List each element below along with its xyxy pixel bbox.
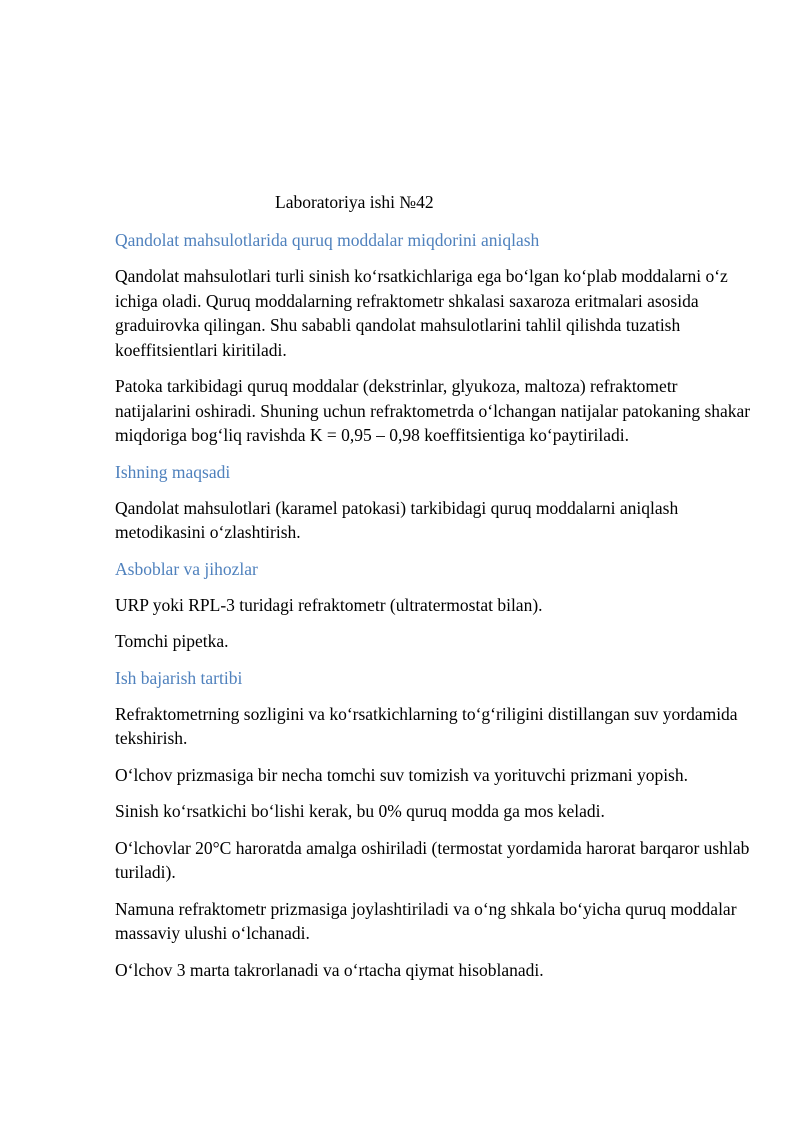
- section-heading-procedure: Ish bajarish tartibi: [115, 667, 243, 688]
- paragraph-step-repeat: Oʻlchov 3 marta takrorlanadi va oʻrtacha qiymat hisoblanadi.: [115, 959, 544, 980]
- paragraph-patoka: Patoka tarkibidagi quruq moddalar (dekstrinlar, glyukoza, maltoza) refraktometr natijalarini oshiradi. Shuning uchun refraktometrda oʻlchangan natijalar patokaning shakar miqdoriga bogʻliq ravishda K = 0,95 – 0,98 koeffitsientiga koʻpaytiriladi.: [115, 376, 751, 445]
- paragraph-step-temperature: Oʻlchovlar 20°C haroratda amalga oshiriladi (termostat yordamida harorat barqaror ushlab turiladi).: [115, 837, 750, 882]
- section-heading-main: Qandolat mahsulotlarida quruq moddalar miqdorini aniqlash: [115, 230, 540, 250]
- document-page: [115, 190, 755, 994]
- document-title: Laboratoriya ishi №42: [275, 192, 434, 212]
- paragraph-step-drops: Oʻlchov prizmasiga bir necha tomchi suv tomizish va yorituvchi prizmani yopish.: [115, 764, 688, 785]
- paragraph-goal: Qandolat mahsulotlari (karamel patokasi) tarkibidagi quruq moddalarni aniqlash metodikasini oʻzlashtirish.: [115, 497, 679, 542]
- section-heading-equipment: Asboblar va jihozlar: [115, 558, 258, 579]
- paragraph-step-sample: Namuna refraktometr prizmasiga joylashtiriladi va oʻng shkala boʻyicha quruq moddalar massaviy ulushi oʻlchanadi.: [115, 898, 737, 943]
- paragraph-step-index: Sinish koʻrsatkichi boʻlishi kerak, bu 0% quruq modda ga mos keladi.: [115, 801, 605, 821]
- paragraph-refractometer: URP yoki RPL-3 turidagi refraktometr (ultratermostat bilan).: [115, 594, 543, 615]
- paragraph-step-check: Refraktometrning sozligini va koʻrsatkichlarning toʻgʻriligini distillangan suv yordamida tekshirish.: [115, 703, 738, 748]
- paragraph-pipette: Tomchi pipetka.: [115, 631, 229, 651]
- section-heading-goal: Ishning maqsadi: [115, 461, 231, 482]
- paragraph-intro: Qandolat mahsulotlari turli sinish koʻrsatkichlariga ega boʻlgan koʻplab moddalarni oʻz ichiga oladi. Quruq moddalarning refraktometr shkalasi saxaroza eritmalari asosida graduirovka qilingan. Shu sababli qandolat mahsulotlarini tahlil qilishda tuzatish koeffitsientlari kiritiladi.: [115, 266, 728, 360]
